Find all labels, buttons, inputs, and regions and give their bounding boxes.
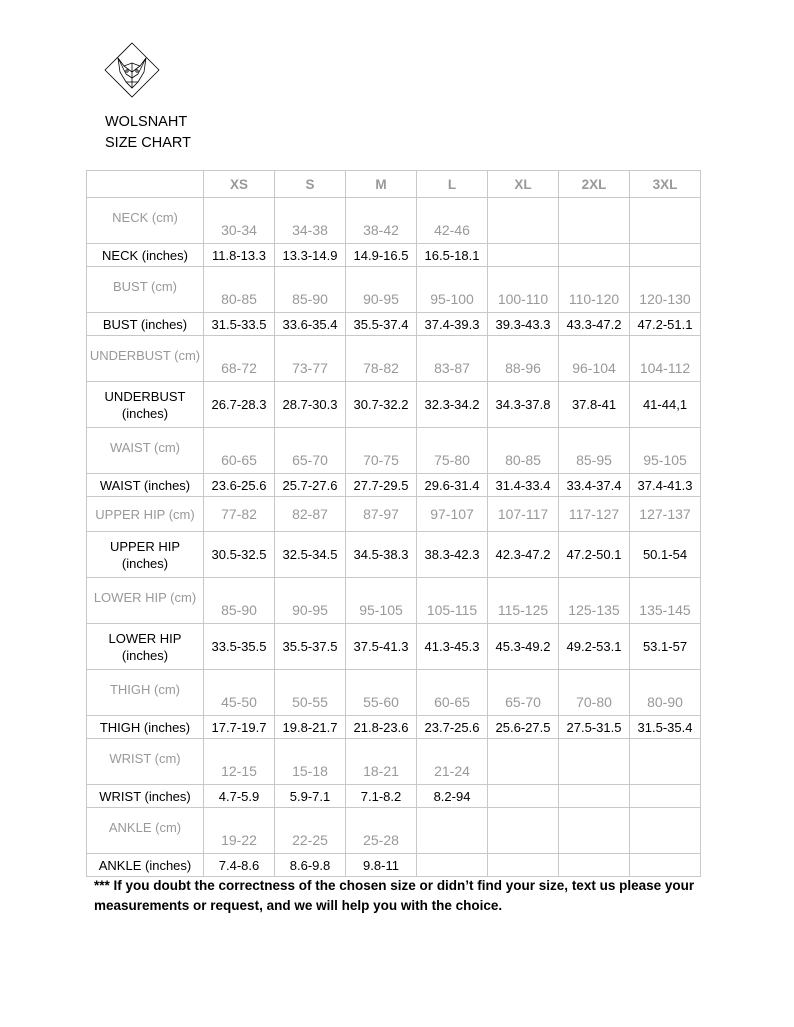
table-row: [87, 716, 701, 739]
measurement-cell: 7.4-8.6: [204, 854, 275, 877]
measurement-cell: 31.5-33.5: [204, 313, 275, 336]
size-header: XL: [488, 171, 559, 198]
measurement-cell: 125-135: [559, 578, 630, 624]
measurement-cell: 25-28: [346, 808, 417, 854]
measurement-cell: 38.3-42.3: [417, 532, 488, 578]
measurement-cell: 34-38: [275, 198, 346, 244]
measurement-cell: 73-77: [275, 336, 346, 382]
measurement-cell: 12-15: [204, 739, 275, 785]
row-label: UNDERBUST (inches): [87, 382, 204, 428]
measurement-cell: 49.2-53.1: [559, 624, 630, 670]
table-row: [87, 497, 701, 532]
row-label: WAIST (inches): [87, 474, 204, 497]
measurement-cell: 120-130: [630, 267, 701, 313]
measurement-cell: [559, 244, 630, 267]
size-header: S: [275, 171, 346, 198]
measurement-cell: 105-115: [417, 578, 488, 624]
measurement-cell: 96-104: [559, 336, 630, 382]
row-label: NECK (inches): [87, 244, 204, 267]
measurement-cell: 33.4-37.4: [559, 474, 630, 497]
measurement-cell: 23.6-25.6: [204, 474, 275, 497]
measurement-cell: 90-95: [346, 267, 417, 313]
row-label: LOWER HIP (inches): [87, 624, 204, 670]
measurement-cell: 35.5-37.4: [346, 313, 417, 336]
measurement-cell: 50-55: [275, 670, 346, 716]
measurement-cell: 42-46: [417, 198, 488, 244]
measurement-cell: 85-90: [204, 578, 275, 624]
measurement-cell: 29.6-31.4: [417, 474, 488, 497]
measurement-cell: [630, 739, 701, 785]
measurement-cell: 32.3-34.2: [417, 382, 488, 428]
measurement-cell: 107-117: [488, 497, 559, 532]
measurement-cell: 37.5-41.3: [346, 624, 417, 670]
measurement-cell: 9.8-11: [346, 854, 417, 877]
measurement-cell: 27.7-29.5: [346, 474, 417, 497]
measurement-cell: 43.3-47.2: [559, 313, 630, 336]
measurement-cell: 25.7-27.6: [275, 474, 346, 497]
measurement-cell: 26.7-28.3: [204, 382, 275, 428]
measurement-cell: 95-105: [346, 578, 417, 624]
measurement-cell: 30-34: [204, 198, 275, 244]
measurement-cell: 65-70: [488, 670, 559, 716]
measurement-cell: 22-25: [275, 808, 346, 854]
measurement-cell: 60-65: [417, 670, 488, 716]
table-row: [87, 267, 701, 313]
measurement-cell: [488, 198, 559, 244]
measurement-cell: 39.3-43.3: [488, 313, 559, 336]
measurement-cell: 11.8-13.3: [204, 244, 275, 267]
table-row: [87, 382, 701, 428]
table-row: [87, 474, 701, 497]
measurement-cell: [417, 808, 488, 854]
measurement-cell: 45-50: [204, 670, 275, 716]
table-row: [87, 670, 701, 716]
measurement-cell: 100-110: [488, 267, 559, 313]
measurement-cell: 38-42: [346, 198, 417, 244]
row-label: WRIST (cm): [87, 739, 204, 785]
measurement-cell: [559, 808, 630, 854]
measurement-cell: 60-65: [204, 428, 275, 474]
measurement-cell: 47.2-50.1: [559, 532, 630, 578]
measurement-cell: 19-22: [204, 808, 275, 854]
row-label: UPPER HIP (inches): [87, 532, 204, 578]
measurement-cell: 18-21: [346, 739, 417, 785]
row-label: UPPER HIP (cm): [87, 497, 204, 532]
measurement-cell: 27.5-31.5: [559, 716, 630, 739]
row-label: BUST (cm): [87, 267, 204, 313]
table-row: [87, 336, 701, 382]
measurement-cell: 80-85: [488, 428, 559, 474]
measurement-cell: [417, 854, 488, 877]
measurement-cell: 85-90: [275, 267, 346, 313]
corner-cell: [87, 171, 204, 198]
row-label: NECK (cm): [87, 198, 204, 244]
table-row: [87, 578, 701, 624]
measurement-cell: 80-90: [630, 670, 701, 716]
measurement-cell: 87-97: [346, 497, 417, 532]
measurement-cell: 50.1-54: [630, 532, 701, 578]
measurement-cell: [559, 785, 630, 808]
measurement-cell: [630, 198, 701, 244]
measurement-cell: 8.6-9.8: [275, 854, 346, 877]
measurement-cell: [488, 854, 559, 877]
measurement-cell: 95-105: [630, 428, 701, 474]
size-header: M: [346, 171, 417, 198]
measurement-cell: 82-87: [275, 497, 346, 532]
measurement-cell: 75-80: [417, 428, 488, 474]
measurement-cell: 97-107: [417, 497, 488, 532]
table-row: [87, 739, 701, 785]
brand-name: WOLSNAHT: [105, 114, 188, 130]
table-row: [87, 808, 701, 854]
brand-header: [105, 112, 191, 154]
measurement-cell: 110-120: [559, 267, 630, 313]
measurement-cell: 85-95: [559, 428, 630, 474]
measurement-cell: [630, 854, 701, 877]
measurement-cell: 80-85: [204, 267, 275, 313]
measurement-cell: [488, 739, 559, 785]
size-header: 2XL: [559, 171, 630, 198]
measurement-cell: [630, 808, 701, 854]
measurement-cell: 95-100: [417, 267, 488, 313]
measurement-cell: 70-80: [559, 670, 630, 716]
measurement-cell: 117-127: [559, 497, 630, 532]
table-row: [87, 785, 701, 808]
measurement-cell: 28.7-30.3: [275, 382, 346, 428]
size-header: L: [417, 171, 488, 198]
measurement-cell: 31.4-33.4: [488, 474, 559, 497]
measurement-cell: 127-137: [630, 497, 701, 532]
table-row: [87, 532, 701, 578]
measurement-cell: 34.3-37.8: [488, 382, 559, 428]
measurement-cell: 23.7-25.6: [417, 716, 488, 739]
measurement-cell: 17.7-19.7: [204, 716, 275, 739]
row-label: WAIST (cm): [87, 428, 204, 474]
measurement-cell: 41-44,1: [630, 382, 701, 428]
row-label: ANKLE (cm): [87, 808, 204, 854]
page-title: SIZE CHART: [105, 135, 191, 151]
measurement-cell: [488, 808, 559, 854]
measurement-cell: [630, 244, 701, 267]
size-chart-body: [87, 198, 701, 877]
measurement-cell: 15-18: [275, 739, 346, 785]
measurement-cell: 68-72: [204, 336, 275, 382]
measurement-cell: 33.6-35.4: [275, 313, 346, 336]
measurement-cell: 14.9-16.5: [346, 244, 417, 267]
measurement-cell: 53.1-57: [630, 624, 701, 670]
table-row: [87, 244, 701, 267]
measurement-cell: 83-87: [417, 336, 488, 382]
measurement-cell: 30.7-32.2: [346, 382, 417, 428]
row-label: THIGH (cm): [87, 670, 204, 716]
measurement-cell: 5.9-7.1: [275, 785, 346, 808]
measurement-cell: 13.3-14.9: [275, 244, 346, 267]
measurement-cell: 78-82: [346, 336, 417, 382]
measurement-cell: [488, 244, 559, 267]
size-header: XS: [204, 171, 275, 198]
measurement-cell: 4.7-5.9: [204, 785, 275, 808]
row-label: LOWER HIP (cm): [87, 578, 204, 624]
wolf-logo-icon: [104, 42, 160, 98]
row-label: THIGH (inches): [87, 716, 204, 739]
measurement-cell: 21-24: [417, 739, 488, 785]
row-label: UNDERBUST (cm): [87, 336, 204, 382]
size-help-note: *** If you doubt the correctness of the chosen size or didn’t find your size, text us please your measurements or request, and we will help you with the choice.: [94, 878, 695, 913]
measurement-cell: [630, 785, 701, 808]
measurement-cell: 104-112: [630, 336, 701, 382]
measurement-cell: [559, 198, 630, 244]
measurement-cell: [488, 785, 559, 808]
measurement-cell: 32.5-34.5: [275, 532, 346, 578]
measurement-cell: 7.1-8.2: [346, 785, 417, 808]
table-row: [87, 428, 701, 474]
table-row: [87, 854, 701, 877]
measurement-cell: 70-75: [346, 428, 417, 474]
measurement-cell: 45.3-49.2: [488, 624, 559, 670]
table-row: [87, 198, 701, 244]
size-header-row: [87, 171, 701, 198]
measurement-cell: [559, 854, 630, 877]
measurement-cell: 90-95: [275, 578, 346, 624]
measurement-cell: 77-82: [204, 497, 275, 532]
measurement-cell: 37.4-39.3: [417, 313, 488, 336]
measurement-cell: 42.3-47.2: [488, 532, 559, 578]
measurement-cell: 65-70: [275, 428, 346, 474]
measurement-cell: 19.8-21.7: [275, 716, 346, 739]
table-row: [87, 624, 701, 670]
measurement-cell: 25.6-27.5: [488, 716, 559, 739]
measurement-cell: 88-96: [488, 336, 559, 382]
measurement-cell: 30.5-32.5: [204, 532, 275, 578]
measurement-cell: [559, 739, 630, 785]
measurement-cell: 31.5-35.4: [630, 716, 701, 739]
row-label: ANKLE (inches): [87, 854, 204, 877]
measurement-cell: 33.5-35.5: [204, 624, 275, 670]
measurement-cell: 41.3-45.3: [417, 624, 488, 670]
measurement-cell: 16.5-18.1: [417, 244, 488, 267]
measurement-cell: 34.5-38.3: [346, 532, 417, 578]
row-label: WRIST (inches): [87, 785, 204, 808]
measurement-cell: 21.8-23.6: [346, 716, 417, 739]
measurement-cell: 35.5-37.5: [275, 624, 346, 670]
measurement-cell: 55-60: [346, 670, 417, 716]
row-label: BUST (inches): [87, 313, 204, 336]
measurement-cell: 115-125: [488, 578, 559, 624]
measurement-cell: 47.2-51.1: [630, 313, 701, 336]
measurement-cell: 135-145: [630, 578, 701, 624]
measurement-cell: 37.8-41: [559, 382, 630, 428]
measurement-cell: 37.4-41.3: [630, 474, 701, 497]
measurement-cell: 8.2-94: [417, 785, 488, 808]
table-row: [87, 313, 701, 336]
size-chart-table: [86, 170, 701, 877]
size-header: 3XL: [630, 171, 701, 198]
